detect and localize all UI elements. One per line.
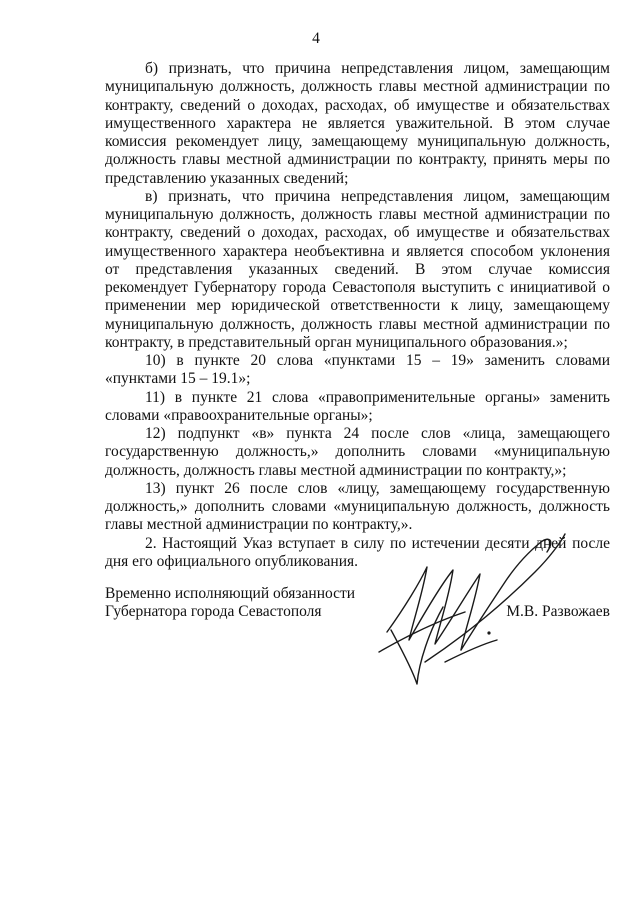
document-body [105, 60, 610, 571]
paragraph-item-12: 12) подпункт «в» пункта 24 после слов «лица, замещающего государственную должность,» дополнить словами «муниципальную должность, должность главы местной администрации по контракту,»; [105, 425, 610, 479]
page-number: 4 [312, 30, 320, 47]
signatory-title-line-2: Губернатора города Севастополя [105, 603, 322, 621]
paragraph-item-10: 10) в пункте 20 слова «пунктами 15 – 19» заменить словами «пунктами 15 – 19.1»; [105, 352, 610, 388]
paragraph-item-13: 13) пункт 26 после слов «лицу, замещающему государственную должность,» дополнить словами «муниципальную должность, должность главы местной администрации по контракту,». [105, 479, 610, 534]
signatory-name: М.В. Развожаев [506, 603, 610, 620]
signatory-title-line-1: Временно исполняющий обязанности [105, 585, 356, 602]
handwritten-signature [365, 512, 575, 697]
paragraph-effective-date: 2. Настоящий Указ вступает в силу по истечении десяти дней после дня его официального опубликования. [105, 534, 610, 570]
signatory-title [105, 585, 355, 622]
paragraph-item-11: 11) в пункте 21 слова «правоприменительные органы» заменить словами «правоохранительные органы»; [105, 388, 610, 424]
paragraph-b: б) признать, что причина непредставления лицом, замещающим муниципальную должность, должность главы местной администрации по контракту, сведений о доходах, расходах, об имуществе и обязательствах имущественного характера не является уважительной. В этом случае комиссия рекомендует лицу, замещающему муниципальную должность, должность главы местной администрации по контракту, принять меры по представлению указанных сведений; [105, 60, 610, 187]
paragraph-v: в) признать, что причина непредставления лицом, замещающим муниципальную должность, должность главы местной администрации по контракту, сведений о доходах, расходах, об имуществе и обязательствах имущественного характера необъективна и является способом уклонения от представления указанных сведений. В этом случае комиссия рекомендует Губернатору города Севастополя выступить с инициативой о применении мер юридической ответственности к лицу, замещающему муниципальную должность, должность главы местной администрации по контракту, в представительный орган муниципального образования.»; [105, 187, 610, 351]
